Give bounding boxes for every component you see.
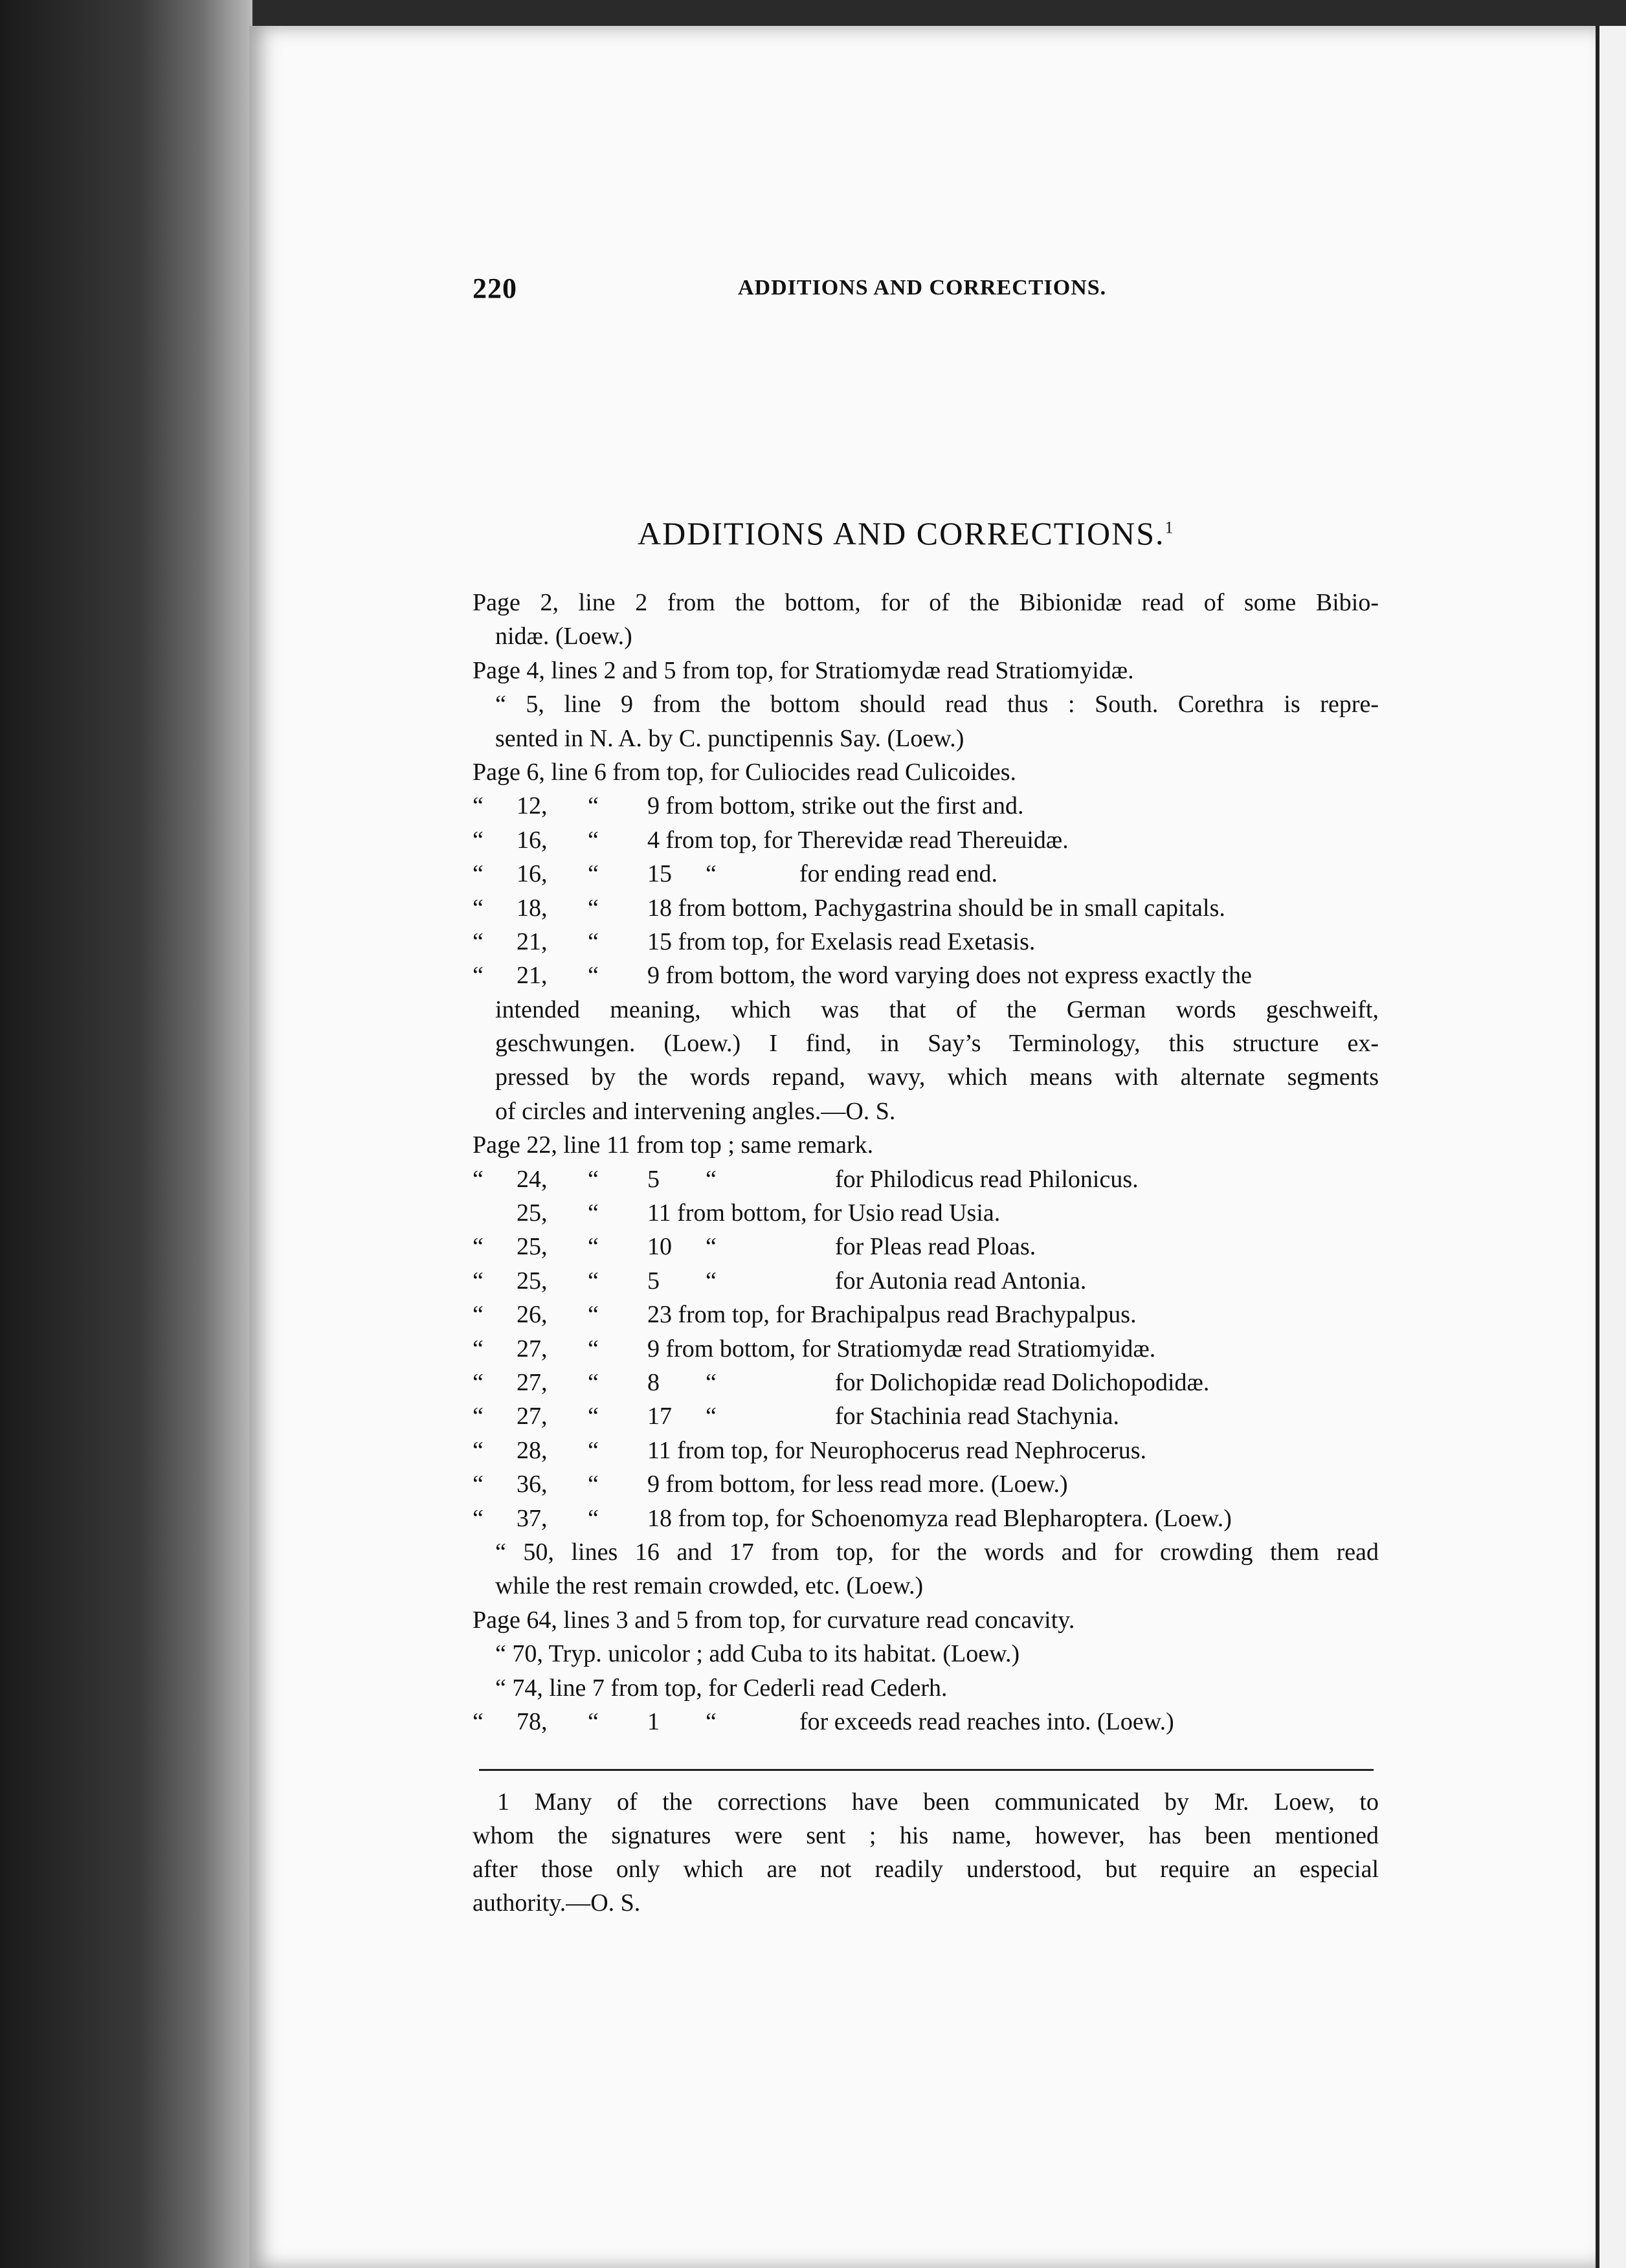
ditto-mark: “ <box>706 1165 717 1193</box>
entry-line: of circles and intervening angles.—O. S. <box>495 1097 896 1125</box>
ditto-mark: “ <box>473 1233 484 1261</box>
ditto-mark: “ <box>588 826 599 854</box>
line-ref: 1 <box>647 1707 660 1735</box>
ditto-mark: “ <box>588 1368 599 1396</box>
section-heading <box>638 515 1175 552</box>
correction-text: for Stachinia read Stachynia. <box>835 1403 1119 1430</box>
page-ref: 36, <box>517 1471 548 1498</box>
line-ref: 10 <box>647 1233 672 1261</box>
correction-text: 9 from bottom, for less read more. (Loew.) <box>647 1471 1068 1498</box>
page-ref: 28, <box>517 1436 548 1464</box>
ditto-mark: “ <box>473 928 484 955</box>
ditto-mark: “ <box>588 1471 599 1498</box>
ditto-mark: “ <box>588 1707 599 1735</box>
page-ref: 16, <box>517 826 548 854</box>
correction-text: 4 from top, for Therevidæ read Thereuidæ. <box>647 826 1069 854</box>
line-ref: 8 <box>647 1368 660 1396</box>
ditto-mark: “ <box>473 1471 484 1498</box>
ditto-mark: “ <box>706 1403 717 1430</box>
entry-line: “ 70, Tryp. unicolor ; add Cuba to its habitat. (Loew.) <box>495 1640 1020 1668</box>
correction-text: 15 from top, for Exelasis read Exetasis. <box>647 928 1036 955</box>
ditto-mark: “ <box>588 792 599 820</box>
ditto-mark: “ <box>473 1707 484 1735</box>
page-ref: 18, <box>517 894 548 922</box>
entry-line: Page 2, line 2 from the bottom, for of the Bibionidæ read of some Bibio- <box>473 589 1379 616</box>
entry-line <box>473 959 1379 992</box>
page-ref: 27, <box>517 1403 548 1430</box>
entry-line: sented in N. A. by C. punctipennis Say. (Loew.) <box>495 724 964 752</box>
ditto-mark: “ <box>588 1403 599 1430</box>
running-head-title: ADDITIONS AND CORRECTIONS. <box>738 276 1107 300</box>
ditto-mark: “ <box>706 1368 717 1396</box>
entry-line: geschwungen. (Loew.) I find, in Say’s Terminology, this structure ex- <box>495 1030 1379 1058</box>
line-ref: 5 <box>647 1267 660 1295</box>
entry-line <box>473 857 1379 891</box>
ditto-mark: “ <box>588 1504 599 1532</box>
entry-line <box>473 1399 1379 1433</box>
entry-line: Page 6, line 6 from top, for Culiocides read Culicoides. <box>473 758 1017 786</box>
ditto-mark: “ <box>473 1335 484 1362</box>
footnote-line: 1 Many of the corrections have been communicated by Mr. Loew, to <box>497 1788 1379 1816</box>
entry-line <box>473 789 1379 823</box>
correction-text: 11 from bottom, for Usio read Usia. <box>647 1199 1001 1227</box>
entry-line <box>473 1162 1379 1196</box>
page-ref: 21, <box>517 928 548 955</box>
ditto-mark: “ <box>588 894 599 922</box>
correction-text: 18 from bottom, Pachygastrina should be in small capitals. <box>647 894 1225 922</box>
entry-line <box>473 1196 1379 1230</box>
ditto-mark: “ <box>473 1301 484 1329</box>
ditto-mark: “ <box>706 860 717 888</box>
entry-line <box>473 1705 1379 1739</box>
entry-line <box>473 823 1379 857</box>
ditto-mark: “ <box>473 1165 484 1193</box>
ditto-mark: “ <box>473 826 484 854</box>
entry-line <box>473 1332 1379 1366</box>
ditto-mark: “ <box>473 860 484 888</box>
entry-line <box>473 891 1379 925</box>
ditto-mark: “ <box>706 1233 717 1261</box>
entry-line <box>473 1502 1379 1535</box>
ditto-mark: “ <box>473 1436 484 1464</box>
footnote-line: after those only which are not readily understood, but require an especial <box>473 1856 1379 1883</box>
entry-line: “ 5, line 9 from the bottom should read thus : South. Corethra is repre- <box>495 691 1379 718</box>
page-ref: 78, <box>517 1707 548 1735</box>
ditto-mark: “ <box>473 1504 484 1532</box>
footnote-mark: 1 <box>1164 518 1175 537</box>
entry-line <box>473 1366 1379 1399</box>
page-ref: 16, <box>517 860 548 888</box>
entry-line: Page 64, lines 3 and 5 from top, for curvature read concavity. <box>473 1606 1075 1634</box>
ditto-mark: “ <box>588 962 599 990</box>
entry-line <box>473 1230 1379 1263</box>
entry-line: intended meaning, which was that of the German words geschweift, <box>495 995 1379 1023</box>
page-ref: 25, <box>517 1267 548 1295</box>
correction-text: 11 from top, for Neurophocerus read Nephrocerus. <box>647 1436 1146 1464</box>
ditto-mark: “ <box>588 1267 599 1295</box>
line-ref: 17 <box>647 1403 672 1430</box>
entry-line: nidæ. (Loew.) <box>495 623 632 650</box>
ditto-mark: “ <box>588 860 599 888</box>
ditto-mark: “ <box>706 1267 717 1295</box>
ditto-mark: “ <box>473 894 484 922</box>
page-ref: 21, <box>517 962 548 990</box>
ditto-mark: “ <box>706 1707 717 1735</box>
footnote <box>473 1785 1379 1920</box>
ditto-mark: “ <box>473 1368 484 1396</box>
correction-text: for Pleas read Ploas. <box>835 1233 1036 1261</box>
entry-line <box>473 1264 1379 1298</box>
page-ref: 25, <box>517 1199 548 1227</box>
ditto-mark: “ <box>473 792 484 820</box>
scan-margin <box>0 0 252 2268</box>
page-ref: 27, <box>517 1368 548 1396</box>
correction-text: for Autonia read Antonia. <box>835 1267 1087 1295</box>
ditto-mark: “ <box>588 1436 599 1464</box>
ditto-mark: “ <box>588 1165 599 1193</box>
footnote-rule <box>479 1769 1374 1771</box>
ditto-mark: “ <box>473 1267 484 1295</box>
corrections-list <box>473 586 1379 1739</box>
page-ref: 25, <box>517 1233 548 1261</box>
section-title: ADDITIONS AND CORRECTIONS. <box>638 515 1165 551</box>
entry-line: Page 22, line 11 from top ; same remark. <box>473 1131 874 1159</box>
footnote-line: whom the signatures were sent ; his name, however, has been mentioned <box>473 1822 1379 1849</box>
entry-line <box>473 925 1379 959</box>
correction-text: for Philodicus read Philonicus. <box>835 1165 1139 1193</box>
page-ref: 27, <box>517 1335 548 1362</box>
correction-text: 9 from bottom, the word varying does not express exactly the <box>647 962 1252 990</box>
entry-line <box>473 1434 1379 1467</box>
entry-line <box>473 1467 1379 1501</box>
footnote-line: authority.—O. S. <box>473 1889 641 1917</box>
correction-text: for ending read end. <box>799 860 997 888</box>
entry-line: Page 4, lines 2 and 5 from top, for Stratiomydæ read Stratiomyidæ. <box>473 656 1134 684</box>
line-ref: 15 <box>647 860 672 888</box>
entry-line: while the rest remain crowded, etc. (Loew.) <box>495 1572 924 1600</box>
ditto-mark: “ <box>588 1301 599 1329</box>
page-ref: 24, <box>517 1165 548 1193</box>
correction-text: 9 from bottom, for Stratiomydæ read Stratiomyidæ. <box>647 1335 1156 1362</box>
page-ref: 37, <box>517 1504 548 1532</box>
correction-text: 9 from bottom, strike out the first and. <box>647 792 1024 820</box>
correction-text: 23 from top, for Brachipalpus read Brachypalpus. <box>647 1301 1137 1329</box>
page-number: 220 <box>473 272 517 304</box>
entry-line <box>473 1298 1379 1331</box>
page-ref: 26, <box>517 1301 548 1329</box>
page-ref: 12, <box>517 792 548 820</box>
correction-text: for exceeds read reaches into. (Loew.) <box>799 1707 1174 1735</box>
ditto-mark: “ <box>588 1335 599 1362</box>
entry-line: “ 74, line 7 from top, for Cederli read Cederh. <box>495 1674 948 1702</box>
ditto-mark: “ <box>588 1233 599 1261</box>
ditto-mark: “ <box>588 928 599 955</box>
ditto-mark: “ <box>588 1199 599 1227</box>
ditto-mark: “ <box>473 962 484 990</box>
entry-line: pressed by the words repand, wavy, which means with alternate segments <box>495 1063 1379 1091</box>
correction-text: for Dolichopidæ read Dolichopodidæ. <box>835 1368 1210 1396</box>
correction-text: 18 from top, for Schoenomyza read Blepharoptera. (Loew.) <box>647 1504 1232 1532</box>
entry-line: “ 50, lines 16 and 17 from top, for the words and for crowding them read <box>495 1538 1379 1566</box>
page-right-edge <box>1596 26 1626 2268</box>
line-ref: 5 <box>647 1165 660 1193</box>
ditto-mark: “ <box>473 1403 484 1430</box>
